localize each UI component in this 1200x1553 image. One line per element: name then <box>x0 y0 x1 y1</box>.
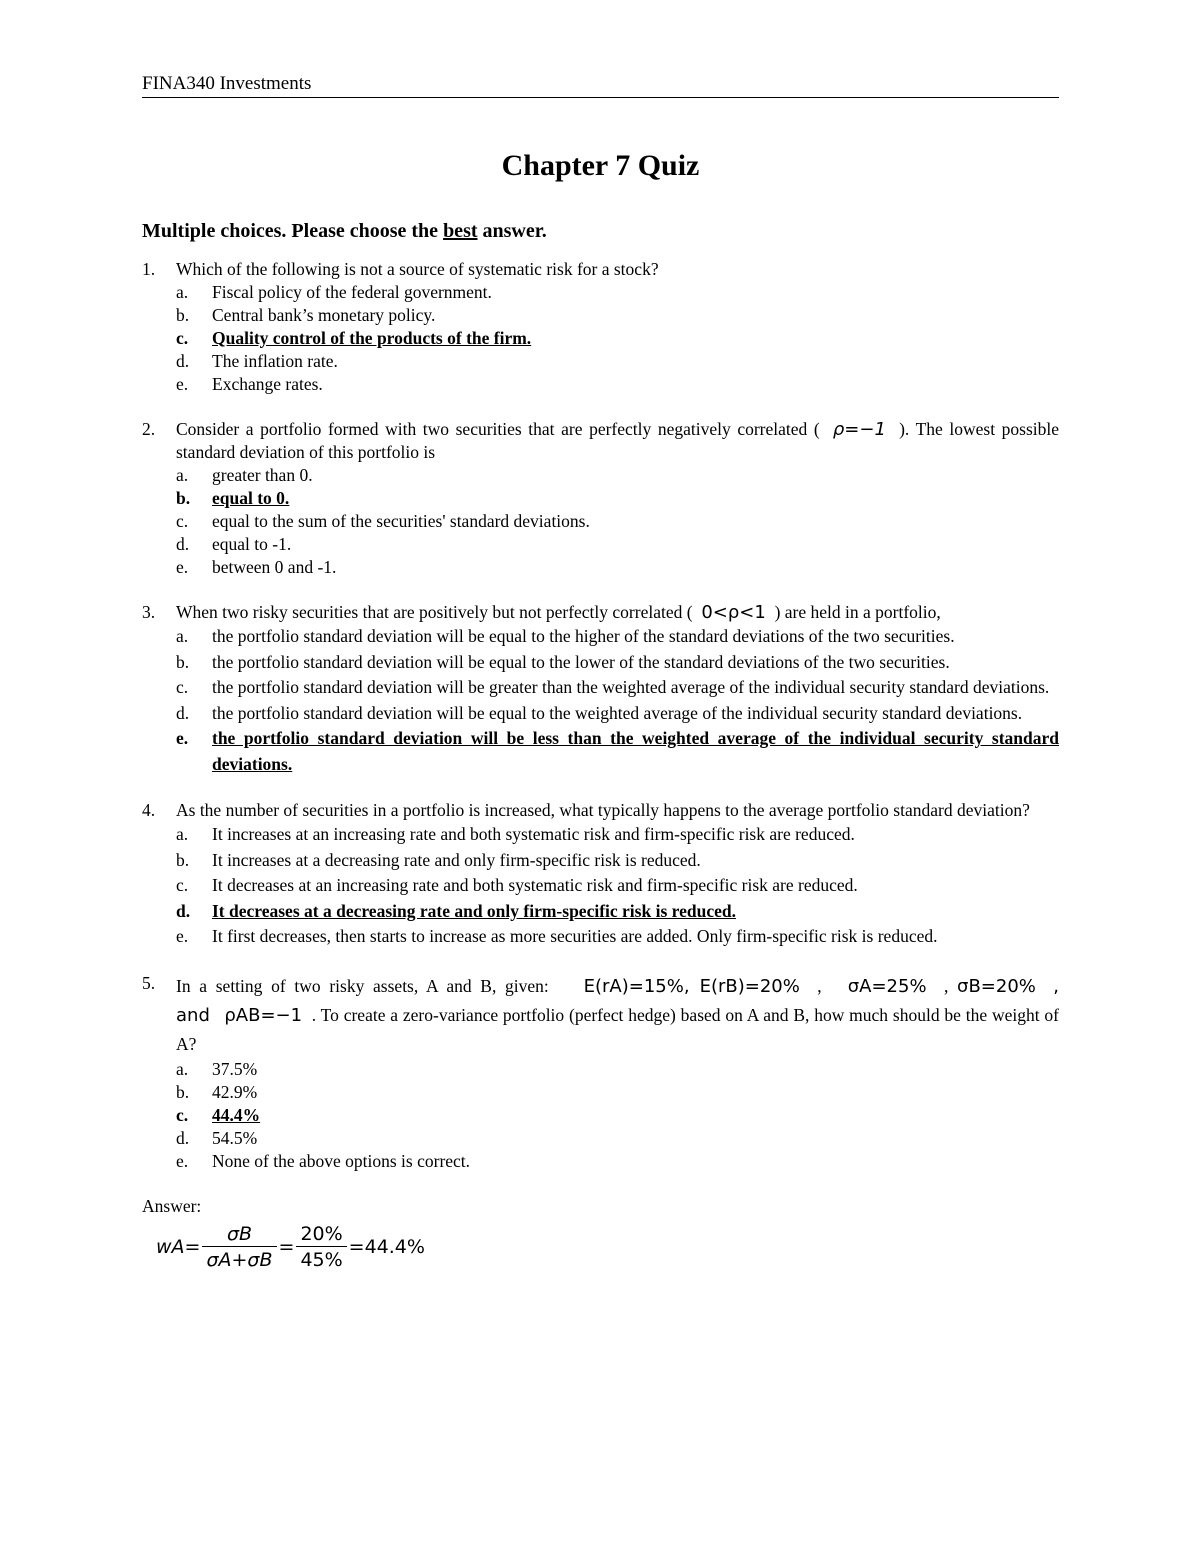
option-text: Central bank’s monetary policy. <box>212 305 436 325</box>
option-b <box>176 650 1059 676</box>
question-text-after: ) are held in a portfolio, <box>774 602 941 622</box>
option-d <box>176 533 1059 556</box>
quiz-page <box>142 72 1059 1273</box>
answer-label: Answer: <box>142 1195 202 1216</box>
option-list <box>176 281 1059 396</box>
option-text: Fiscal policy of the federal government. <box>212 282 492 302</box>
fraction-denominator: σA+σB <box>202 1246 276 1273</box>
option-letter: b. <box>176 488 191 508</box>
option-letter: c. <box>176 511 189 531</box>
fraction-denominator: 45% <box>296 1246 346 1273</box>
option-letter: c. <box>176 677 189 697</box>
option-e-correct <box>176 726 1059 777</box>
option-letter: b. <box>176 849 190 870</box>
option-a <box>176 822 1059 848</box>
option-text: None of the above options is correct. <box>212 1150 471 1171</box>
option-e <box>176 924 1059 950</box>
option-letter: a. <box>176 465 189 485</box>
rho-inequality: 0<ρ<1 <box>701 602 766 623</box>
option-letter: d. <box>176 1127 190 1148</box>
option-letter: e. <box>176 374 189 394</box>
rho-ab-equation: ρAB=−1 <box>224 1004 303 1026</box>
option-text: equal to 0. <box>212 488 290 508</box>
option-letter: e. <box>176 728 189 748</box>
instructions-prefix: Multiple choices. Please choose the <box>142 220 444 242</box>
option-letter: d. <box>176 900 191 921</box>
question-text: In a setting of two risky assets, A and B, given: E(rA)=15%, E(rB)=20% , σA=25% , σB=20% , and ρAB=−1 . To create a zero-variance portfolio (perfect hedge) based on A and B, how much should be the weight of A? <box>176 975 1060 1054</box>
sigma-a-equation: σA=25% <box>847 975 927 997</box>
option-c <box>176 675 1059 701</box>
option-c <box>176 873 1059 899</box>
option-list <box>176 822 1059 950</box>
question-number: 1. <box>142 259 156 279</box>
equals-sign: = <box>184 1236 201 1258</box>
option-list <box>176 624 1059 777</box>
option-text: 42.9% <box>212 1081 258 1102</box>
option-e <box>176 556 1059 579</box>
option-letter: e. <box>176 926 189 946</box>
sigma-b-equation: σB=20% <box>957 975 1036 997</box>
option-text: 54.5% <box>212 1127 258 1148</box>
instructions-emphasis: best <box>443 220 478 242</box>
option-letter: d. <box>176 351 190 371</box>
rho-equation: ρ=−1 <box>832 419 886 440</box>
option-a <box>176 1058 1059 1081</box>
question-text <box>176 601 1059 624</box>
question-text <box>176 418 1059 464</box>
option-list <box>176 464 1059 579</box>
question-text-and: , and <box>176 975 1060 1026</box>
option-list <box>176 1058 1059 1173</box>
question-text-before: In a setting of two risky assets, A and B, given: <box>176 975 549 996</box>
question-number: 5. <box>142 972 156 993</box>
instructions <box>142 218 1059 244</box>
option-e <box>176 1150 1059 1173</box>
option-letter: a. <box>176 1058 189 1079</box>
answer-result: 44.4% <box>364 1236 425 1258</box>
option-text: greater than 0. <box>212 465 313 485</box>
option-c-correct <box>176 1104 1059 1127</box>
question-text: Which of the following is not a source of systematic risk for a stock? <box>176 259 659 279</box>
option-text: between 0 and -1. <box>212 557 337 577</box>
question-1 <box>142 258 1059 396</box>
equals-sign: = <box>278 1236 295 1258</box>
option-text: It increases at an increasing rate and both systematic risk and firm-specific risk are reduced. <box>212 824 855 844</box>
question-number: 4. <box>142 800 156 820</box>
option-c <box>176 510 1059 533</box>
fraction-numerator: 20% <box>300 1222 343 1245</box>
question-text-before: When two risky securities that are positively but not perfectly correlated ( <box>176 602 693 622</box>
fraction-numerator: σB <box>226 1222 253 1245</box>
option-d <box>176 701 1059 727</box>
question-text: As the number of securities in a portfolio is increased, what typically happens to the average portfolio standard deviation? <box>176 800 1030 820</box>
option-text: the portfolio standard deviation will be equal to the higher of the standard deviations of the two securities. <box>212 626 955 646</box>
option-text: It decreases at a decreasing rate and only firm-specific risk is reduced. <box>212 900 736 921</box>
option-letter: e. <box>176 557 189 577</box>
option-text: the portfolio standard deviation will be greater than the weighted average of the individual security standard deviations. <box>212 677 1050 697</box>
option-text: It first decreases, then starts to increase as more securities are added. Only firm-specific risk is reduced. <box>212 926 938 946</box>
percent-fraction <box>296 1222 346 1273</box>
weight-a-symbol: wA <box>156 1236 185 1258</box>
option-letter: d. <box>176 702 190 723</box>
sigma-fraction <box>202 1222 276 1273</box>
expected-return-equation: E(rA)=15%, E(rB)=20% <box>583 975 800 997</box>
question-text-after: ). The lowest possible standard deviation of this portfolio is <box>176 419 1060 462</box>
option-e <box>176 373 1059 396</box>
option-b <box>176 304 1059 327</box>
option-c-correct <box>176 327 1059 350</box>
option-text: 44.4% <box>212 1104 261 1125</box>
option-letter: c. <box>176 875 189 895</box>
option-text: Exchange rates. <box>212 374 323 394</box>
option-d <box>176 350 1059 373</box>
option-letter: a. <box>176 824 189 844</box>
option-letter: d. <box>176 534 190 554</box>
option-text: the portfolio standard deviation will be less than the weighted average of the individual security standard deviations. <box>212 728 1059 774</box>
option-d-correct <box>176 899 1059 925</box>
question-number: 2. <box>142 419 156 439</box>
question-number: 3. <box>142 602 156 622</box>
option-b <box>176 848 1059 874</box>
question-5 <box>142 972 1059 1173</box>
option-letter: a. <box>176 282 189 302</box>
option-letter: b. <box>176 305 190 325</box>
question-text-before: Consider a portfolio formed with two securities that are perfectly negatively correlated ( <box>176 419 820 439</box>
option-letter: c. <box>176 1104 189 1125</box>
option-b-correct <box>176 487 1059 510</box>
question-2 <box>142 418 1059 579</box>
option-letter: e. <box>176 1150 189 1171</box>
option-b <box>176 1081 1059 1104</box>
option-text: 37.5% <box>212 1058 258 1079</box>
option-letter: b. <box>176 651 190 672</box>
page-title: Chapter 7 Quiz <box>501 149 700 182</box>
option-text: the portfolio standard deviation will be equal to the lower of the standard deviations of the two securities. <box>212 651 950 672</box>
option-text: Quality control of the products of the firm. <box>212 328 532 348</box>
option-a <box>176 624 1059 650</box>
answer-formula <box>156 1222 1059 1273</box>
option-letter: c. <box>176 328 189 348</box>
option-letter: b. <box>176 1081 190 1102</box>
option-letter: a. <box>176 626 189 646</box>
equals-sign: = <box>348 1236 365 1258</box>
option-text: It increases at a decreasing rate and only firm-specific risk is reduced. <box>212 849 701 870</box>
option-text: the portfolio standard deviation will be equal to the weighted average of the individual security standard deviations. <box>212 702 1023 723</box>
question-4 <box>142 799 1059 950</box>
option-text: equal to the sum of the securities' standard deviations. <box>212 511 590 531</box>
option-d <box>176 1127 1059 1150</box>
instructions-suffix: answer. <box>477 220 547 242</box>
course-header: FINA340 Investments <box>142 72 1059 98</box>
question-3 <box>142 601 1059 777</box>
option-a <box>176 464 1059 487</box>
option-text: equal to -1. <box>212 534 292 554</box>
option-a <box>176 281 1059 304</box>
option-text: It decreases at an increasing rate and both systematic risk and firm-specific risk are reduced. <box>212 875 858 895</box>
option-text: The inflation rate. <box>212 351 338 371</box>
question-text-after: . To create a zero-variance portfolio (perfect hedge) based on A and B, how much should be the weight of A? <box>176 1004 1059 1054</box>
